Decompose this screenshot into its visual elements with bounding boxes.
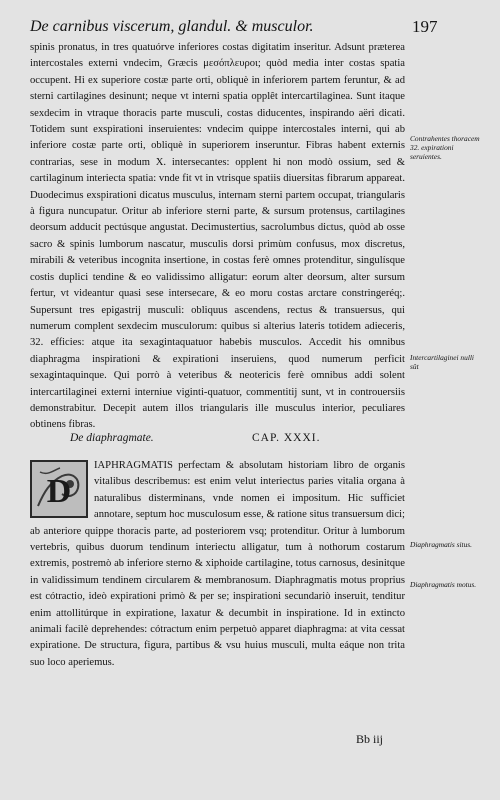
chapter-paragraph-text: IAPHRAGMATIS perfectam & absolutam historiam libro de organis vitalibus describemus: est enim velut interiectus paries vitalia organa à naturalibus disterminans, vnde nomen ei impositum. Hic sufficiet annotare, septum hoc musculosum esse, & ratione situs transuersum dici; ab anteriore quippe thoracis parte, ad posteriorem vsq; protenditur. Oritur à lumborum vertebris, quibus duorum tendinum interiectu alligatur, tum à nothorum costarum extremis, postremò ab inferiore sterno & xiphoide cartilagine, totus carnosus, desinitque in validissimum tendinem circularem & membranosum. Diaphragmatis motus proprius est cótractio, ideò expirationi primò & per se; inspirationi secundariò inseruit, tenditur enim attollitúrque in expiratione, laxatur & decumbit in inspiratione. Id in extincto animali facilè deprehendes: cótractum enim perpetuò apparet diaphragma: at vita cessat expiratione. De structura, figura, partibus & vsu huius musculi, multa eáque non trita suo loco aperiemus.: [30, 460, 405, 668]
margin-note-intercartilaginei: Intercartilaginei nulli sût: [410, 353, 474, 371]
decorated-initial-ornament-icon: [32, 462, 86, 516]
margin-note-diaphragmatis-situs: Diaphragmatis situs.: [410, 540, 473, 549]
body-paragraph-text: spinis pronatus, in tres quatuórve inferiores costas digitatim inseritur. Adsunt præterea intercostales externi vndecim, Græcis μεσόπλευροι; quòd media inter costas spatia occupent. Hi ex superiore costæ parte orti, obliquè in inferiorem partem feruntur, & ad sterni cartilagines desinunt; neque vt interni spatia opplêt intercartilaginea. Sunt itaque sexdecim in vtraque thoracis parte musculi, costas diducentes, inspirando aëri dicati. Totidem sunt exspirationi inseruientes: vndecim quippe intercostales interni, qui ab inferiore costæ parte orti, obliquè in superiorem inseruntur. Fibras habent externis contrarias, sese in modum X. intersecantes: opplent hi non modò ossium, sed & cartilaginum interiecta spatia: vnde fit vt in vtrisque spatiis diuersitas fibrarum appareat. Duodecimus exspirationi dicatus musculus, internam sterni partem occupat, triangularis à figura nuncupatur. Oritur ab inferiore sterni parte, & sursum protensus, cartilagines deorsum adducit pectúsque angustat. Decimustertius, sacrolumbus dictus, quòd ab osse sacro & spinis lumborum nascatur, musculis dorsi primùm confusus, mox discretus, mirabili & veteribus incognita insertione, in costas ferè omnes protenditur, singulísque costis duplici tendine & eo validissimo alligatur: eorum alter deorsum, alter sursum fertur, vt videantur quasi sese intersecare, & eo moru costas arctare constringeréq;. Supersunt tres epigastrij musculi: obliquus ascendens, rectus & transuersus, qui numerum complent sexdecim musculorum: quibus si alterius lateris totidem adieceris, 32. efficies: atque ita sexagintaquatuor habebis musculos. Accedit his omnibus diaphragma inspirationi & expirationi inseruiens, quod numerum perficit sexagintaquinque. Qui porrò à veteribus & neotericis ferè omnibus addi solent intercartilaginei externi interniue viginti-quatuor, commentitij sunt, vt in controuersiis demonstrabitur. Decepit autem illos triangularis ille musculus interior, peculiares obtinens fibras.: [30, 42, 405, 431]
chapter-number: CAP. XXXI.: [252, 432, 321, 444]
running-header: De carnibus viscerum, glandul. & musculor.: [30, 18, 314, 35]
decorated-initial: [30, 460, 88, 518]
margin-note-contrahentes: Contrahentes thoracem 32. expirationi seruientes.: [410, 134, 480, 161]
body-paragraph: [30, 40, 405, 434]
chapter-running-title: De diaphragmate.: [70, 432, 154, 444]
chapter-paragraph: [30, 458, 405, 671]
margin-note-diaphragmatis-motus: Diaphragmatis motus.: [410, 580, 477, 589]
dropcap-letter: D: [46, 473, 72, 510]
signature-mark: Bb iij: [356, 732, 384, 746]
page-number: 197: [412, 17, 438, 36]
